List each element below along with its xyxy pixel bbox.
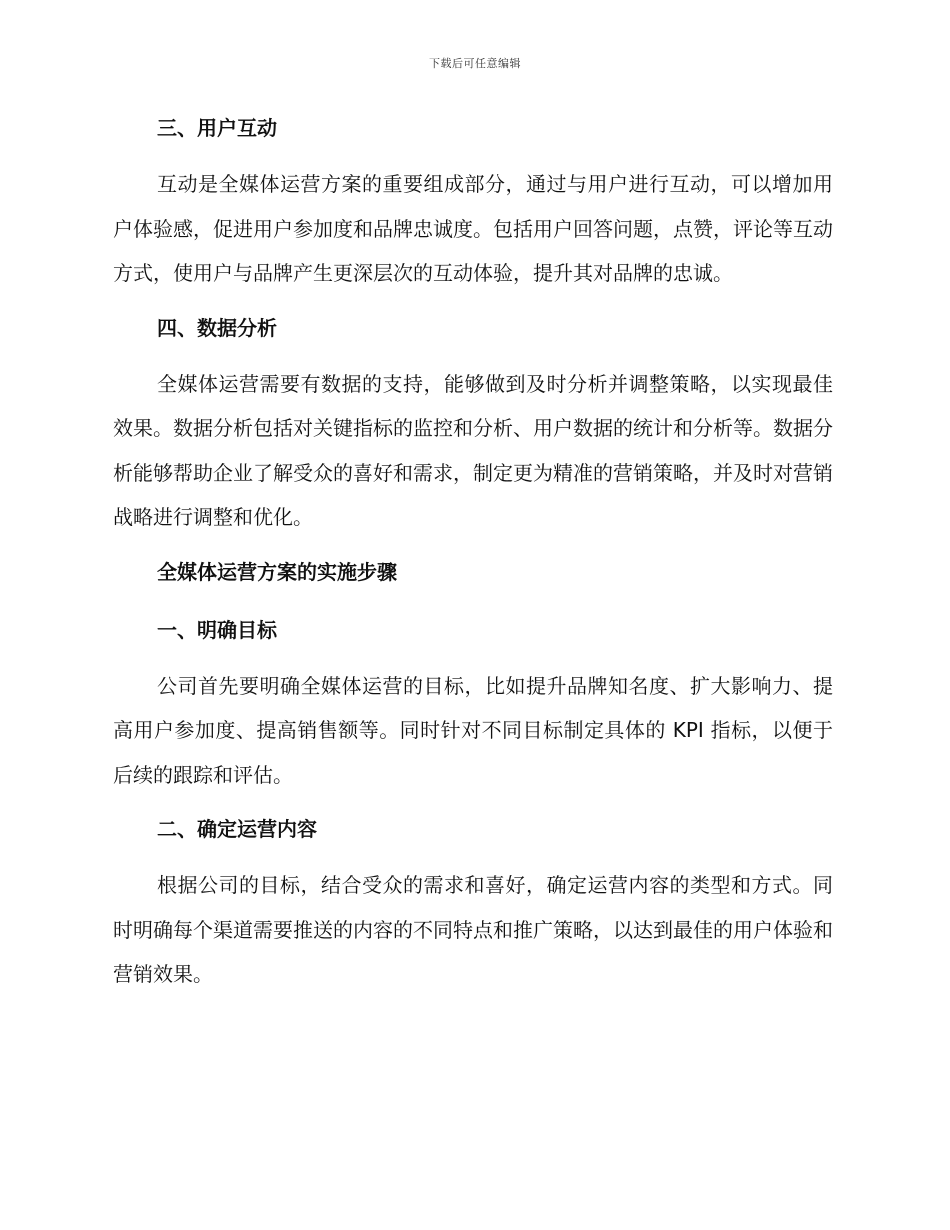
section-heading-user-interaction: 三、用户互动 xyxy=(157,116,277,140)
section-heading-implementation-steps: 全媒体运营方案的实施步骤 xyxy=(157,559,397,584)
document-body xyxy=(113,110,833,997)
section-paragraph-data-analysis: 全媒体运营需要有数据的支持，能够做到及时分析并调整策略，以实现最佳效果。数据分析包括对关键指标的监控和分析、用户数据的统计和分析等。数据分析能够帮助企业了解受众的喜好和需求，制定更为精准的营销策略，并及时对营销战略进行调整和优化。 xyxy=(113,371,833,529)
page-header: 下载后可任意编辑 xyxy=(429,57,521,70)
section-paragraph-define-goals: 公司首先要明确全媒体运营的目标，比如提升品牌知名度、扩大影响力、提高用户参加度、提高销售额等。同时针对不同目标制定具体的 KPI 指标，以便于后续的跟踪和评估。 xyxy=(113,673,833,787)
section-paragraph-operation-content: 根据公司的目标，结合受众的需求和喜好，确定运营内容的类型和方式。同时明确每个渠道需要推送的内容的不同特点和推广策略，以达到最佳的用户体验和营销效果。 xyxy=(113,873,833,986)
section-heading-data-analysis: 四、数据分析 xyxy=(157,315,277,340)
section-paragraph-user-interaction: 互动是全媒体运营方案的重要组成部分，通过与用户进行互动，可以增加用户体验感，促进用户参加度和品牌忠诚度。包括用户回答问题，点赞，评论等互动方式，使用户与品牌产生更深层次的互动体验，提升其对品牌的忠诚。 xyxy=(113,172,833,285)
section-heading-define-goals: 一、明确目标 xyxy=(157,617,277,642)
section-heading-operation-content: 二、确定运营内容 xyxy=(157,817,317,841)
